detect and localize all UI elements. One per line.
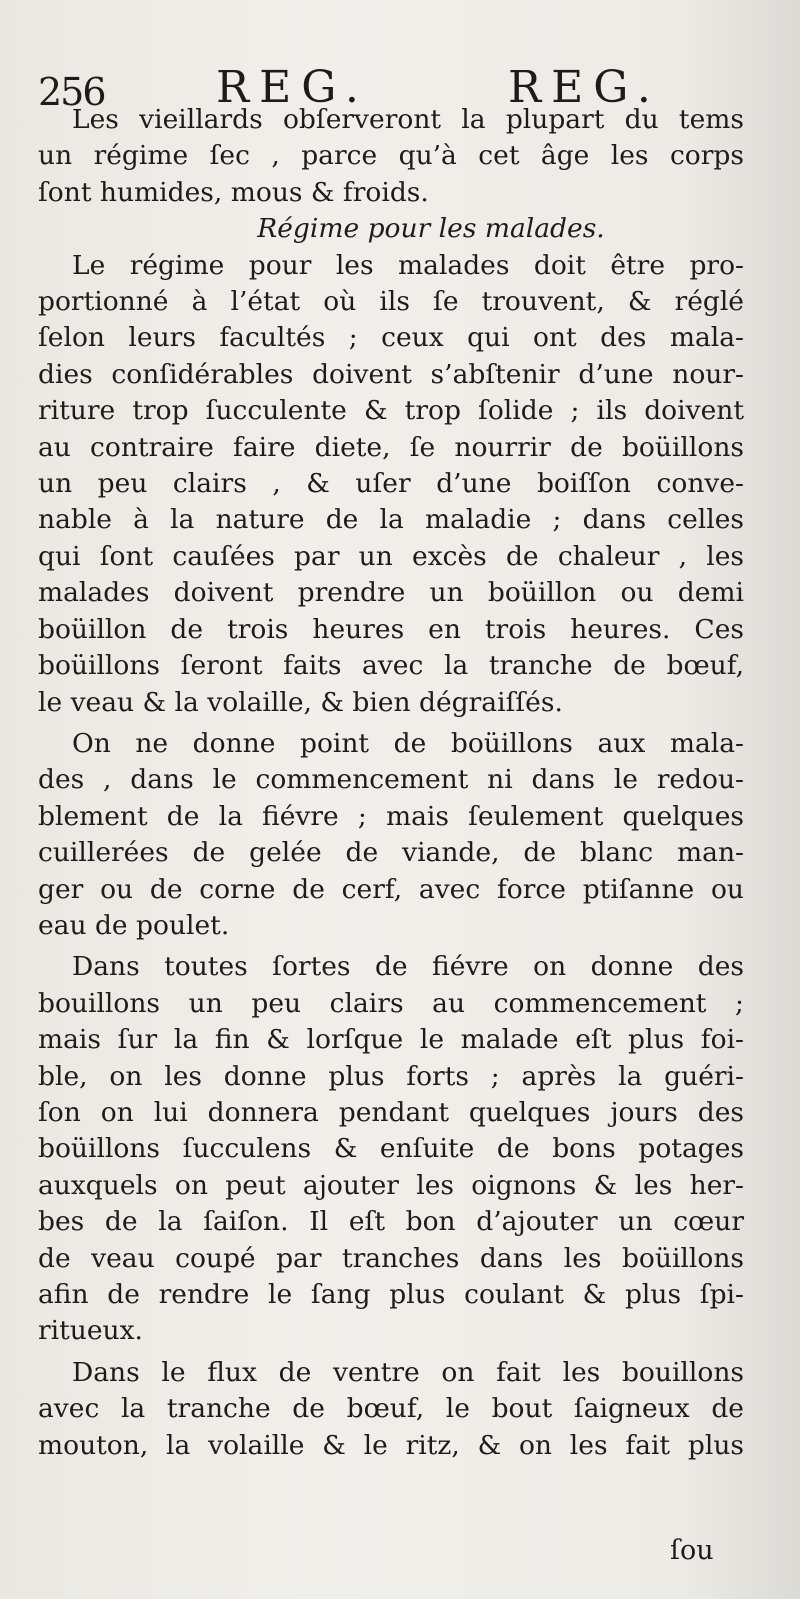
running-head-right: REG. — [508, 62, 661, 113]
text-line: On ne donne point de boüillons aux mala- — [72, 727, 744, 759]
text-line: ritueux. — [38, 1315, 143, 1347]
text-line: qui ſont cauſées par un excès de chaleur , les — [38, 540, 744, 572]
text-line: un peu clairs , & uſer d’une boiſſon conve- — [38, 468, 744, 500]
text-line: Dans toutes ſortes de fiévre on donne des — [72, 951, 744, 983]
text-line: eau de poulet. — [38, 909, 230, 941]
text-line: malades doivent prendre un boüillon ou demi — [38, 577, 744, 609]
text-line: mouton, la volaille & le ritz, & on les fait plus — [38, 1429, 744, 1461]
text-line: ſelon leurs facultés ; ceux qui ont des mala- — [38, 322, 744, 354]
text-line: ger ou de corne de cerf, avec force ptiſanne ou — [38, 873, 744, 905]
text-line: au contraire faire diete, ſe nourrir de boüillons — [38, 431, 744, 463]
text-line: dies conſidérables doivent s’abſtenir d’une nour- — [38, 358, 744, 390]
page-number: 256 — [38, 70, 105, 114]
text-line: ſon on lui donnera pendant quelques jours des — [38, 1096, 744, 1128]
text-line: Le régime pour les malades doit être pro- — [72, 249, 744, 281]
text-line: de veau coupé par tranches dans les boüillons — [38, 1242, 744, 1274]
text-line: un régime ſec , parce qu’à cet âge les corps — [38, 140, 744, 172]
body-text — [38, 102, 744, 1464]
text-line: bes de la ſaiſon. Il eſt bon d’ajouter un cœur — [38, 1206, 744, 1238]
text-line: riture trop ſucculente & trop ſolide ; ils doivent — [38, 395, 744, 427]
text-line: blement de la fiévre ; mais ſeulement quelques — [38, 800, 744, 832]
text-line: ſont humides, mous & froids. — [38, 176, 429, 208]
text-line: des , dans le commencement ni dans le redou- — [38, 764, 744, 796]
catchword: ſou — [670, 1535, 714, 1566]
text-line: cuillerées de gelée de viande, de blanc man- — [38, 837, 744, 869]
text-line: auxquels on peut ajouter les oignons & les her- — [38, 1169, 744, 1201]
text-line: Dans le flux de ventre on fait les bouillons — [72, 1356, 744, 1388]
text-line: boüillons ſucculens & enſuite de bons potages — [38, 1133, 744, 1165]
text-line: nable à la nature de la maladie ; dans celles — [38, 504, 744, 536]
text-line: portionné à l’état où ils ſe trouvent, & réglé — [38, 286, 744, 318]
text-line: mais ſur la fin & lorſque le malade eſt plus foi- — [38, 1024, 744, 1056]
text-line: ble, on les donne plus forts ; après la guéri- — [38, 1060, 744, 1092]
text-line: le veau & la volaille, & bien dégraiſſés. — [38, 686, 563, 718]
text-line: bouillons un peu clairs au commencement ; — [38, 987, 744, 1019]
section-heading: Régime pour les malades. — [257, 213, 605, 245]
running-head-left: REG. — [216, 62, 369, 113]
text-line: boüillon de trois heures en trois heures. Ces — [38, 613, 744, 645]
text-line: boüillons ſeront faits avec la tranche de bœuf, — [38, 650, 744, 682]
text-line: Les vieillards obſerveront la plupart du tems — [72, 104, 744, 135]
text-line: afin de rendre le ſang plus coulant & plus ſpi- — [38, 1279, 744, 1310]
text-line: avec la tranche de bœuf, le bout ſaigneux de — [38, 1393, 744, 1425]
